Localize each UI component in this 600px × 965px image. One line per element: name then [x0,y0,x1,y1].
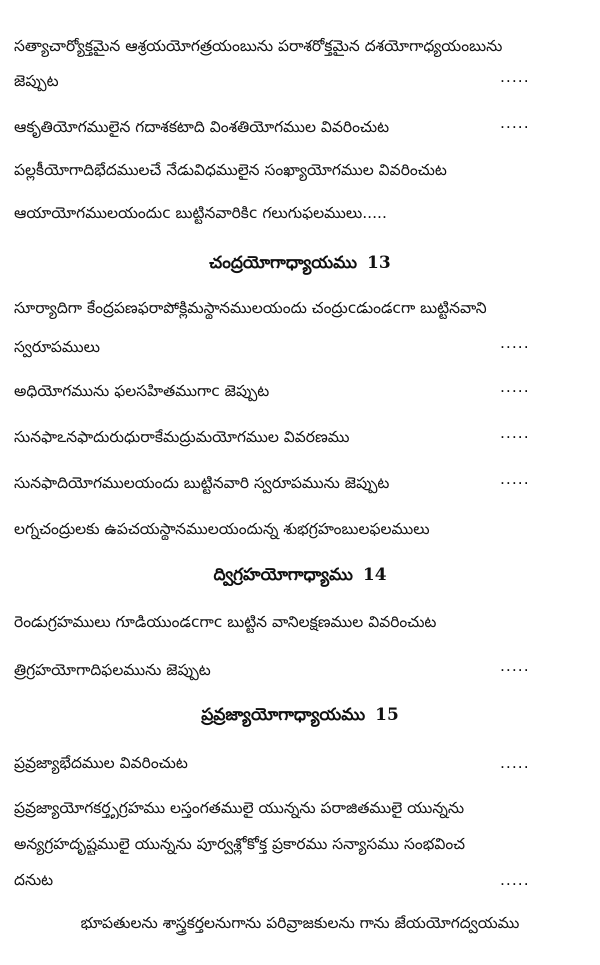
toc-line: ప్రవ్రజ్యాయోగకర్తృగ్రహము లస్తంగతములై యున్నను పరాజితములై యున్నను [14,799,465,817]
toc-line: సూర్యాదిగా కేంద్రపణఫరాపోక్లిమస్థానములయందు చంద్రుcడుండcగా బుట్టినవాని [14,299,487,317]
toc-line: సునఫాఽనఫాదురుధురాకేమద్రుమయోగముల వివరణము [14,428,350,446]
chapter-heading [0,702,600,728]
toc-dots: ..... [500,470,530,488]
chapter-number: 15 [375,705,399,725]
toc-dots: ..... [500,424,530,442]
toc-line: ప్రవ్రజ్యాభేదముల వివరించుట [14,754,188,772]
chapter-title: ప్రవ్రజ్యాయోగాధ్యాయము [201,705,366,725]
toc-line: రెండుగ్రహములు గూడియుండcగాc బుట్టిన వానిలక్షణముల వివరించుట [14,613,437,631]
chapter-heading [0,250,600,276]
toc-line: సత్యాచార్యోక్తమైన ఆశ్రయయోగత్రయంబును పరాశరోక్తమైన దశయోగాధ్యయంబును [14,37,503,55]
footer-line: భూపతులను శాస్త్రకర్తలనుగాను పరివ్రాజకులను గాను జేయయోగద్వయము [80,914,520,932]
chapter-number: 13 [367,253,391,273]
chapter-number: 14 [362,565,387,585]
chapter-title: ద్విగ్రహయోగాధ్యాము [213,565,353,585]
toc-line: దనుట [14,871,54,889]
chapter-title: చంద్రయోగాధ్యాయము [209,253,358,273]
toc-dots: ..... [500,657,530,675]
toc-dots: ..... [500,334,530,352]
toc-line: అన్యగ్రహదృష్టములై యున్నను పూర్వశ్లోకోక్త ప్రకారము సన్యాసము సంభవించ [14,835,465,853]
toc-line: త్రిగ్రహయోగాదిఫలమును జెప్పుట [14,661,211,679]
toc-line: పల్లకీయోగాదిభేదములచే నేడువిధములైన సంఖ్యాయోగముల వివరించుట [14,161,447,179]
toc-line: అధియోగమును ఫలసహితముగాc జెప్పుట [14,382,270,400]
toc-dots: ..... [500,378,530,396]
toc-line: జెప్పుట [14,72,59,90]
toc-dots: ..... [500,871,530,889]
toc-dots: ..... [500,754,530,772]
toc-line: స్వరూపములు [14,338,101,356]
toc-line: ఆకృతియోగములైన గదాశకటాది వింశతియోగముల వివరించుట [14,118,390,136]
toc-line: ఆయాయోగములయందుc బుట్టినవారికిc గలుగుఫలములు..... [14,204,387,222]
toc-line: లగ్నచంద్రులకు ఉపచయస్థానములయందున్న శుభగ్రహంబులఫలములు [14,520,430,538]
toc-line: సునఫాదియోగములయందు బుట్టినవారి స్వరూపమును జెప్పుట [14,474,390,492]
toc-dots: ..... [500,68,530,86]
chapter-heading [0,562,600,588]
toc-dots: ..... [500,114,530,132]
